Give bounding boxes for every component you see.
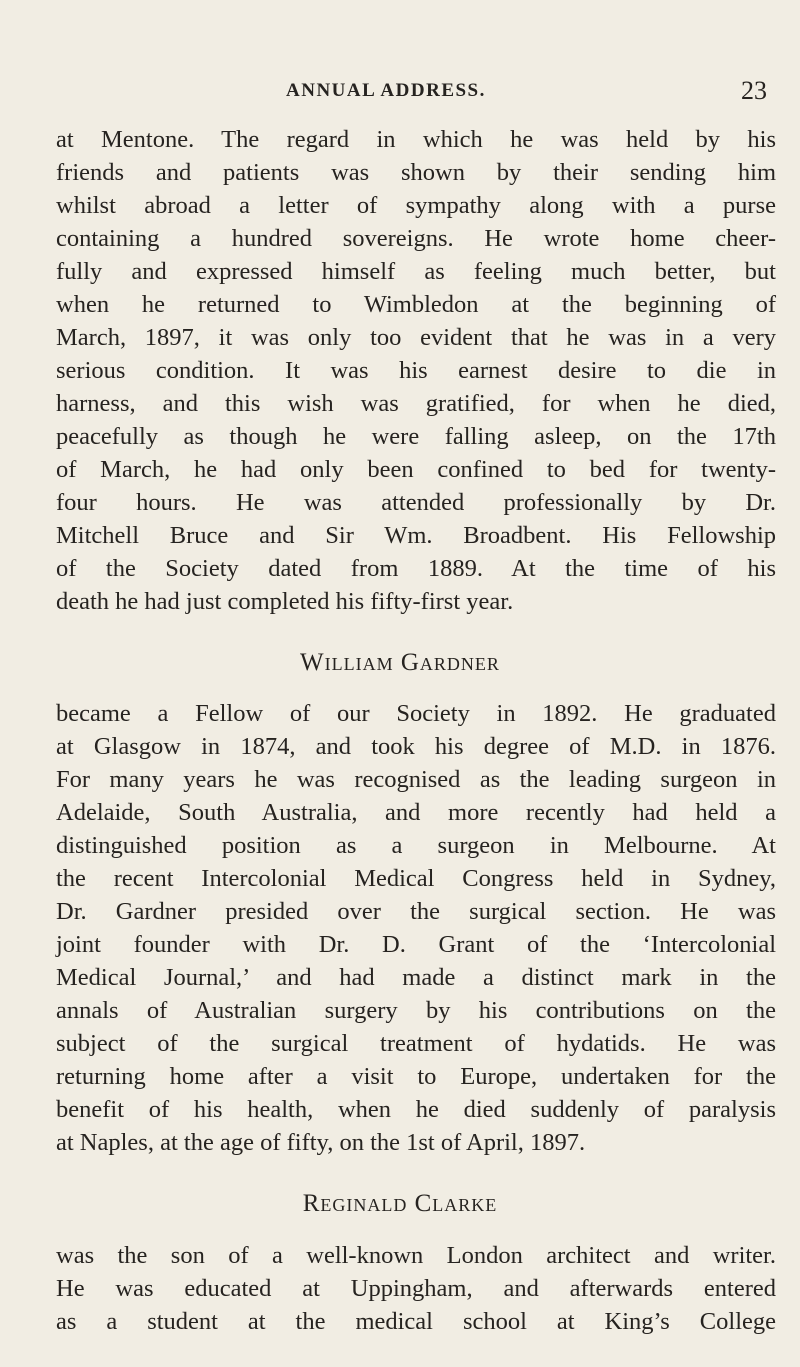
text-line: benefit of his health, when he died suddenly of paralysis <box>56 1096 776 1123</box>
text-line: of the Society dated from 1889. At the time of his <box>56 555 776 582</box>
text-line: of March, he had only been confined to bed for twenty- <box>56 456 776 483</box>
text-line: returning home after a visit to Europe, undertaken for the <box>56 1063 776 1090</box>
page-number: 23 <box>741 76 767 105</box>
text-line: Medical Journal,’ and had made a distinct mark in the <box>56 964 776 991</box>
running-title: ANNUAL ADDRESS. <box>286 80 486 101</box>
text-line: annals of Australian surgery by his contributions on the <box>56 997 776 1024</box>
section-heading-william-gardner: William Gardner <box>300 649 500 676</box>
text-line: death he had just completed his fifty-first year. <box>56 588 514 615</box>
text-line: at Mentone. The regard in which he was held by his <box>56 126 776 153</box>
text-line: March, 1897, it was only too evident that he was in a very <box>56 324 776 351</box>
text-line: when he returned to Wimbledon at the beginning of <box>56 291 776 318</box>
text-line: whilst abroad a letter of sympathy along with a purse <box>56 192 776 219</box>
text-line: He was educated at Uppingham, and afterwards entered <box>56 1275 776 1302</box>
text-line: distinguished position as a surgeon in Melbourne. At <box>56 832 776 859</box>
text-line: the recent Intercolonial Medical Congress held in Sydney, <box>56 865 776 892</box>
text-line: subject of the surgical treatment of hydatids. He was <box>56 1030 776 1057</box>
text-line: four hours. He was attended professionally by Dr. <box>56 489 776 516</box>
text-line: became a Fellow of our Society in 1892. He graduated <box>56 700 776 727</box>
text-line: For many years he was recognised as the leading surgeon in <box>56 766 776 793</box>
text-line: Adelaide, South Australia, and more recently had held a <box>56 799 776 826</box>
text-line: joint founder with Dr. D. Grant of the ‘Intercolonial <box>56 931 776 958</box>
text-line: peacefully as though he were falling asleep, on the 17th <box>56 423 776 450</box>
text-line: fully and expressed himself as feeling much better, but <box>56 258 776 285</box>
text-line: at Naples, at the age of fifty, on the 1st of April, 1897. <box>56 1129 586 1156</box>
text-line: was the son of a well-known London architect and writer. <box>56 1242 776 1269</box>
running-head <box>0 76 800 106</box>
text-line: serious condition. It was his earnest desire to die in <box>56 357 776 384</box>
text-line: at Glasgow in 1874, and took his degree of M.D. in 1876. <box>56 733 776 760</box>
text-line: Dr. Gardner presided over the surgical section. He was <box>56 898 776 925</box>
text-line: harness, and this wish was gratified, for when he died, <box>56 390 776 417</box>
text-line: containing a hundred sovereigns. He wrote home cheer- <box>56 225 776 252</box>
text-line: as a student at the medical school at King’s College <box>56 1308 776 1335</box>
text-line: Mitchell Bruce and Sir Wm. Broadbent. His Fellowship <box>56 522 776 549</box>
section-heading-reginald-clarke: Reginald Clarke <box>302 1190 498 1217</box>
text-line: friends and patients was shown by their sending him <box>56 159 776 186</box>
